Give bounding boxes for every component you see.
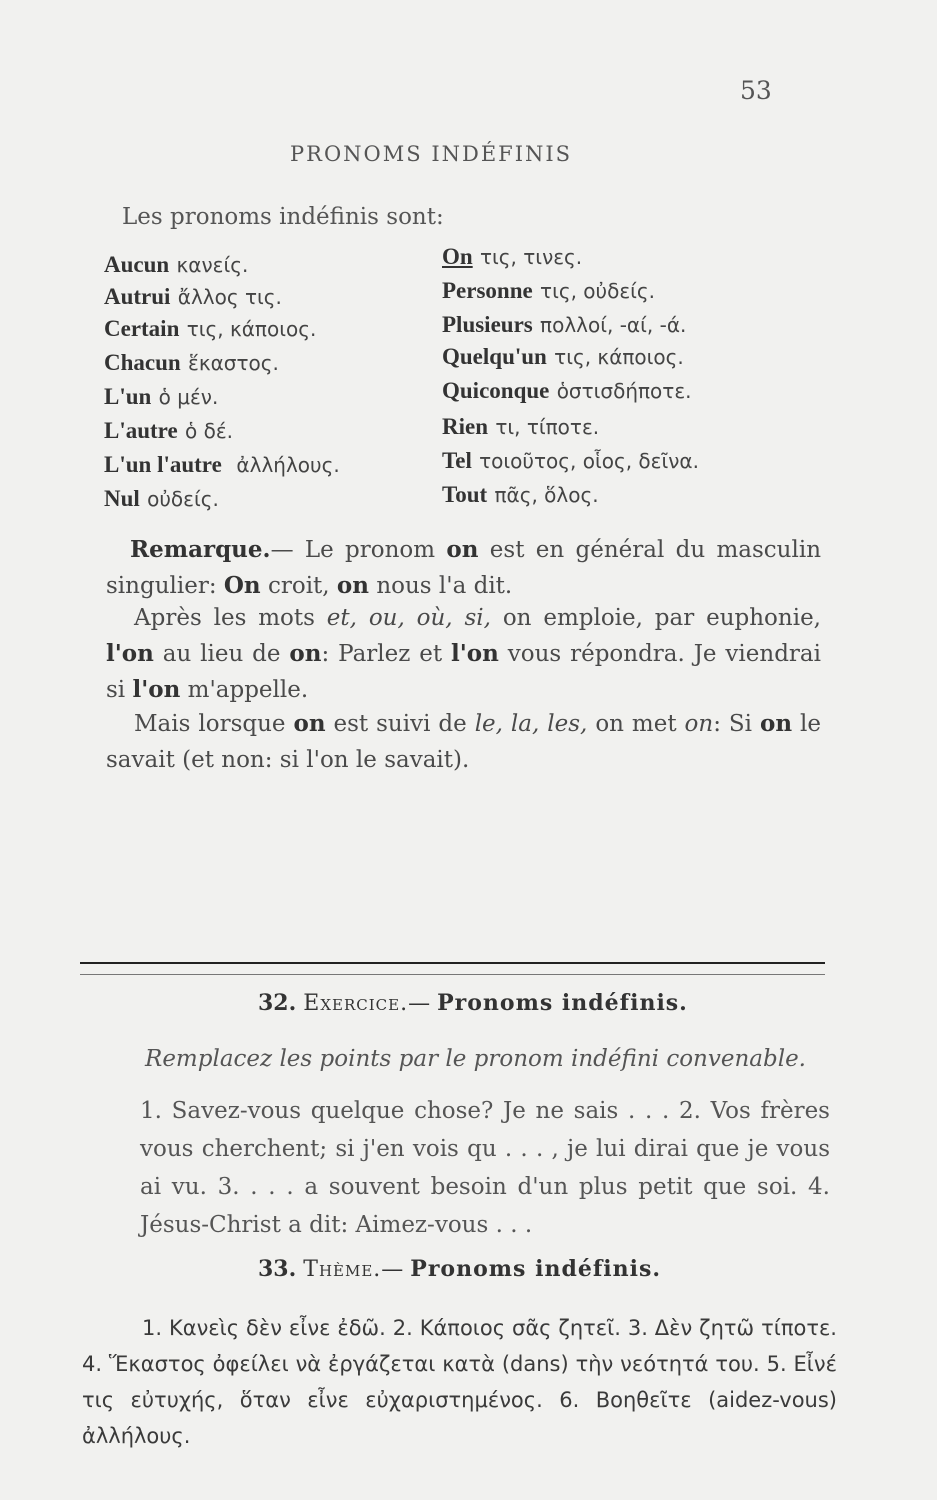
list-item: Nul οὐδείς.: [104, 486, 219, 511]
remarque-paragraph: Remarque.— Le pronom on est en général du masculin singulier: On croit, on nous l'a dit.: [106, 536, 822, 599]
exercise-heading: 32. Exercice.— Pronoms indéfinis.: [258, 990, 688, 1016]
list-item: On τις, τινες.: [442, 244, 583, 269]
theme-text: 1. Κανεὶς δὲν εἶνε ἐδῶ. 2. Κάποιος σᾶς ζητεῖ. 3. Δὲν ζητῶ τίποτε. 4. Ἕκαστος ὀφείλει νὰ ἐργάζεται κατὰ (dans) τὴν νεότητά του. 5. Εἶνέ τις εὐτυχής, ὅταν εἶνε εὐχαριστημένος. 6. Βοηθεῖτε (aidez-vous) ἀλλήλους.: [82, 1316, 837, 1448]
page-number: 53: [740, 76, 772, 105]
page-title: PRONOMS INDÉFINIS: [290, 142, 573, 166]
list-item: L'autre ὁ δέ.: [104, 418, 233, 443]
list-item: Autrui ἄλλος τις.: [104, 284, 282, 309]
list-item: L'un ὁ μέν.: [104, 384, 219, 409]
list-item: Quiconque ὁστισδήποτε.: [442, 378, 692, 403]
list-item: L'un l'autre ἀλλήλους.: [104, 452, 340, 477]
list-item: Plusieurs πολλοί, -αί, -ά.: [442, 312, 687, 337]
theme-heading: 33. Thème.— Pronoms indéfinis.: [258, 1256, 662, 1282]
list-item: Certain τις, κάποιος.: [104, 316, 317, 341]
exercise-instruction: Remplacez les points par le pronom indéfini convenable.: [145, 1046, 806, 1072]
divider-thin: [80, 974, 825, 975]
exercise-text: 1. Savez-vous quelque chose? Je ne sais . . . 2. Vos frères vous cherchent; si j'en vois qu . . . , je lui dirai que je vous ai vu. 3. . . . a souvent besoin d'un plus petit que soi. 4. Jésus-Christ a dit: Aimez-vous . . .: [140, 1098, 830, 1238]
list-item: Tel τοιοῦτος, οἷος, δεῖνα.: [442, 448, 699, 473]
list-item: Tout πᾶς, ὅλος.: [442, 482, 599, 507]
list-item: Personne τις, οὐδείς.: [442, 278, 656, 303]
list-item: Chacun ἕκαστος.: [104, 350, 279, 375]
list-item: Rien τι, τίποτε.: [442, 414, 600, 439]
list-item: Quelqu'un τις, κάποιος.: [442, 344, 684, 369]
list-item: Aucun κανείς.: [104, 252, 249, 277]
apres-paragraph: Après les mots et, ou, où, si, on emploie, par euphonie, l'on au lieu de on: Parlez et l'on vous répondra. Je viendrai si l'on m'appelle.: [106, 605, 821, 703]
mais-paragraph: Mais lorsque on est suivi de le, la, les, on met on: Si on le savait (et non: si l'on le savait).: [106, 710, 821, 773]
intro-line: Les pronoms indéfinis sont:: [122, 204, 444, 230]
divider: [80, 962, 825, 964]
